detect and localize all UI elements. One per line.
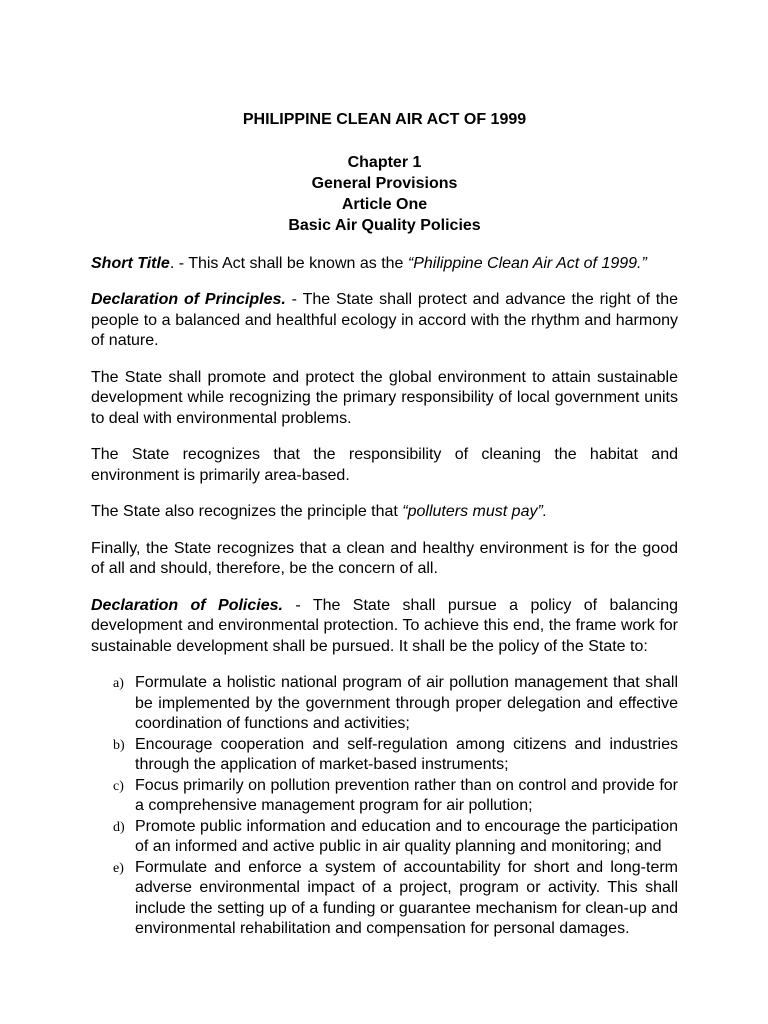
chapter-title: General Provisions	[311, 174, 458, 192]
list-marker: c)	[113, 778, 124, 794]
finally-paragraph: Finally, the State recognizes that a clean and healthy environment is for the good of all and should, therefore, be the concern of all.	[91, 539, 678, 577]
list-marker: a)	[113, 676, 124, 691]
list-item-text: Formulate and enforce a system of accountability for short and long-term adverse environmental impact of a project, program or activity. This shall include the setting up of a funding or guarantee mechanism for clean-up and environmental rehabilitation and compensation for personal damages.	[135, 858, 678, 937]
policies-lead: Declaration of Policies.	[91, 596, 283, 614]
polluters-paragraph	[91, 502, 678, 523]
short-title-lead: Short Title	[91, 254, 170, 272]
list-item	[113, 817, 678, 858]
list-marker: d)	[113, 819, 125, 835]
chapter-number: Chapter 1	[347, 153, 422, 171]
list-item	[113, 858, 678, 940]
polluters-quote: “polluters must pay”.	[402, 503, 548, 520]
policy-list	[91, 673, 678, 940]
polluters-text: The State also recognizes the principle that	[91, 503, 403, 520]
policies-text: The State shall pursue a policy of balancing development and environmental protection. To achieve this end, the frame work for sustainable development shall be pursued. It shall be the policy of the State to:	[91, 596, 678, 655]
document-page	[91, 110, 678, 940]
global-environment-paragraph: The State shall promote and protect the global environment to attain sustainable development while recognizing the primary responsibility of local government units to deal with environmental problems.	[91, 368, 678, 427]
article-title: Basic Air Quality Policies	[288, 216, 481, 234]
policies-paragraph	[91, 596, 678, 658]
chapter-heading	[91, 152, 678, 236]
habitat-paragraph: The State recognizes that the responsibility of cleaning the habitat and environment is primarily area-based.	[91, 446, 678, 484]
list-item	[113, 776, 678, 817]
short-title-paragraph	[91, 254, 678, 275]
list-item	[113, 673, 678, 735]
list-item	[113, 735, 678, 776]
list-item-text: Promote public information and education and to encourage the participation of an informed and active public in air quality planning and monitoring; and	[135, 817, 678, 855]
short-title-quote: “Philippine Clean Air Act of 1999.”	[407, 254, 647, 272]
short-title-suffix: . -	[169, 254, 189, 272]
list-item-text: Formulate a holistic national program of air pollution management that shall be implemented by the government through proper delegation and effective coordination of functions and activities;	[135, 674, 678, 732]
list-item-text: Focus primarily on pollution prevention rather than on control and provide for a comprehensive management program for air pollution;	[135, 776, 678, 814]
list-marker: e)	[113, 860, 124, 876]
short-title-text: This Act shall be known as the	[188, 254, 408, 272]
principles-text: The State shall protect and advance the right of the people to a balanced and healthful ecology in accord with the rhythm and harmony of nature.	[91, 291, 678, 349]
list-item-text: Encourage cooperation and self-regulation among citizens and industries through the application of market-based instruments;	[135, 735, 678, 773]
list-marker: b)	[113, 737, 125, 753]
policies-dash: -	[282, 596, 313, 614]
document-title: PHILIPPINE CLEAN AIR ACT OF 1999	[242, 111, 527, 128]
principles-paragraph	[91, 290, 678, 352]
principles-dash: -	[285, 291, 303, 308]
principles-lead: Declaration of Principles.	[91, 291, 286, 308]
article-number: Article One	[341, 195, 428, 213]
